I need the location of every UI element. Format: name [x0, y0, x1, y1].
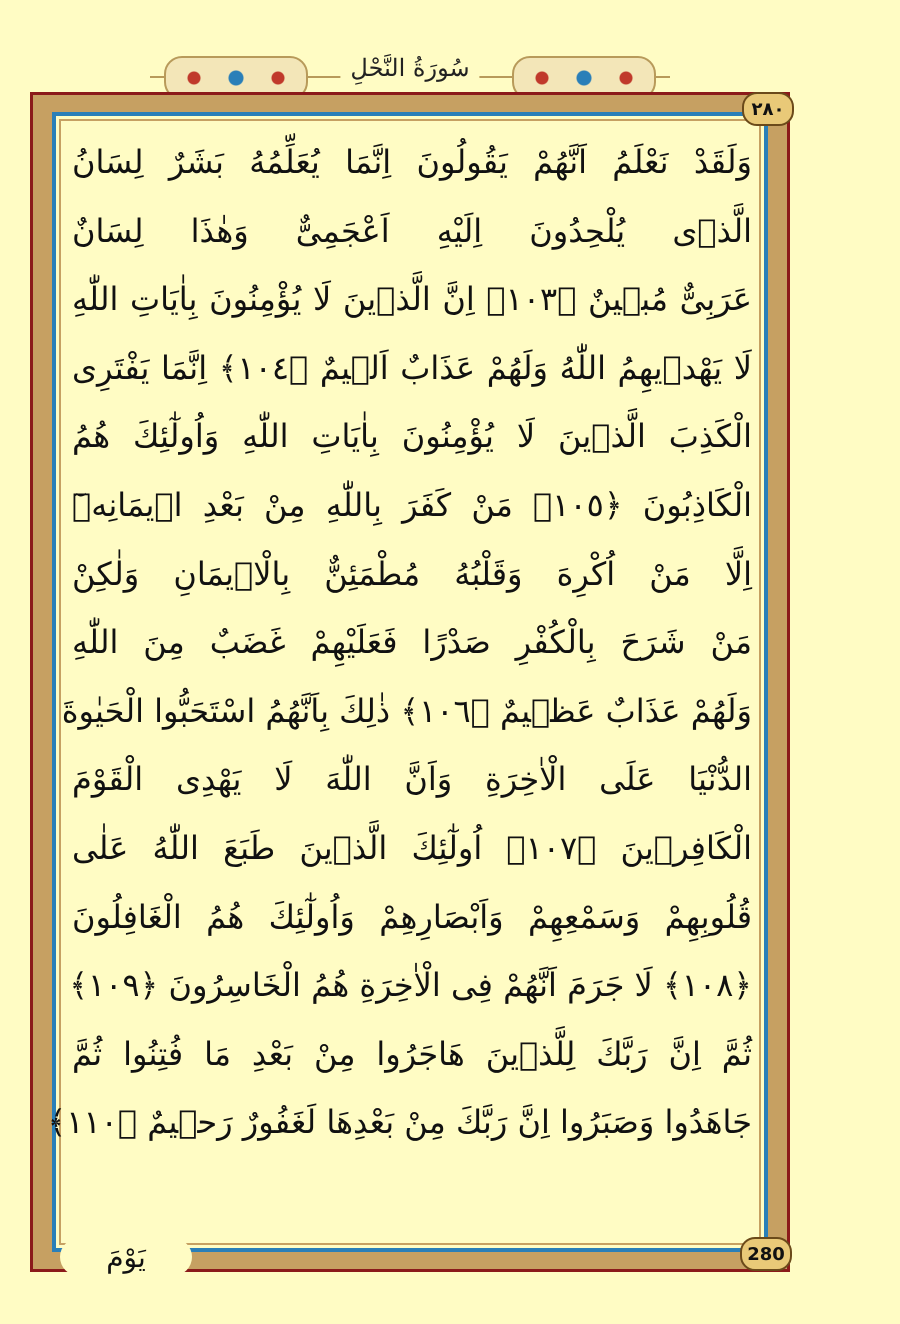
page-number-bottom: 280 — [740, 1237, 792, 1271]
text-line-1: وَلَقَدْ نَعْلَمُ اَنَّهُمْ يَقُولُونَ اِنَّمَا يُعَلِّمُهُ بَشَرٌ لِسَانُ — [72, 143, 752, 181]
text-line-13: ﴿١٠٨﴾ لَا جَرَمَ اَنَّهُمْ فِى الْاٰخِرَةِ هُمُ الْخَاسِرُونَ ﴿١٠٩﴾ — [69, 966, 752, 1005]
text-line-7: اِلَّا مَنْ اُكْرِهَ وَقَلْبُهُ مُطْمَئِنٌّ بِالْاٖيمَانِ وَلٰكِنْ — [72, 554, 752, 593]
text-line-15: جَاهَدُوا وَصَبَرُوا اِنَّ رَبَّكَ مِنْ بَعْدِهَا لَغَفُورٌ رَحٖيمٌ ﴿١١٠﴾ — [47, 1103, 752, 1142]
sura-title: سُورَةُ النَّحْلِ — [340, 54, 479, 82]
catchword: يَوْمَ — [60, 1238, 192, 1276]
text-line-9: وَلَهُمْ عَذَابٌ عَظٖيمٌ ﴿١٠٦﴾ ذٰلِكَ بِاَنَّهُمُ اسْتَحَبُّوا الْحَيٰوةَ — [61, 691, 752, 730]
text-line-14: ثُمَّ اِنَّ رَبَّكَ لِلَّذٖينَ هَاجَرُوا مِنْ بَعْدِ مَا فُتِنُوا ثُمَّ — [72, 1034, 752, 1073]
text-line-4: لَا يَهْدٖيهِمُ اللّٰهُ وَلَهُمْ عَذَابٌ اَلٖيمٌ ﴿١٠٤﴾ اِنَّمَا يَفْتَرِى — [72, 348, 753, 387]
quran-text — [47, 128, 753, 1228]
page-number-top: ٢٨٠ — [742, 92, 794, 126]
text-line-3: عَرَبِىٌّ مُبٖينٌ ﴿١٠٣﴾ اِنَّ الَّذٖينَ لَا يُؤْمِنُونَ بِاٰيَاتِ اللّٰهِ — [72, 280, 753, 319]
text-line-11: الْكَافِرٖينَ ﴿١٠٧﴾ اُولٰٓئِكَ الَّذٖينَ طَبَعَ اللّٰهُ عَلٰى — [72, 828, 753, 867]
text-line-10: الدُّنْيَا عَلَى الْاٰخِرَةِ وَاَنَّ اللّٰهَ لَا يَهْدِى الْقَوْمَ — [72, 760, 752, 799]
text-line-5: الْكَذِبَ الَّذٖينَ لَا يُؤْمِنُونَ بِاٰيَاتِ اللّٰهِ وَاُولٰٓئِكَ هُمُ — [72, 417, 752, 456]
text-line-6: الْكَاذِبُونَ ﴿١٠٥﴾ مَنْ كَفَرَ بِاللّٰهِ مِنْ بَعْدِ اٖيمَانِهٖٓ — [72, 485, 753, 524]
text-line-2: الَّذٖى يُلْحِدُونَ اِلَيْهِ اَعْجَمِىٌّ وَهٰذَا لِسَانٌ — [72, 211, 752, 250]
text-line-12: قُلُوبِهِمْ وَسَمْعِهِمْ وَاَبْصَارِهِمْ وَاُولٰٓئِكَ هُمُ الْغَافِلُونَ — [72, 897, 752, 936]
text-line-8: مَنْ شَرَحَ بِالْكُفْرِ صَدْرًا فَعَلَيْهِمْ غَضَبٌ مِنَ اللّٰهِ — [72, 623, 752, 662]
